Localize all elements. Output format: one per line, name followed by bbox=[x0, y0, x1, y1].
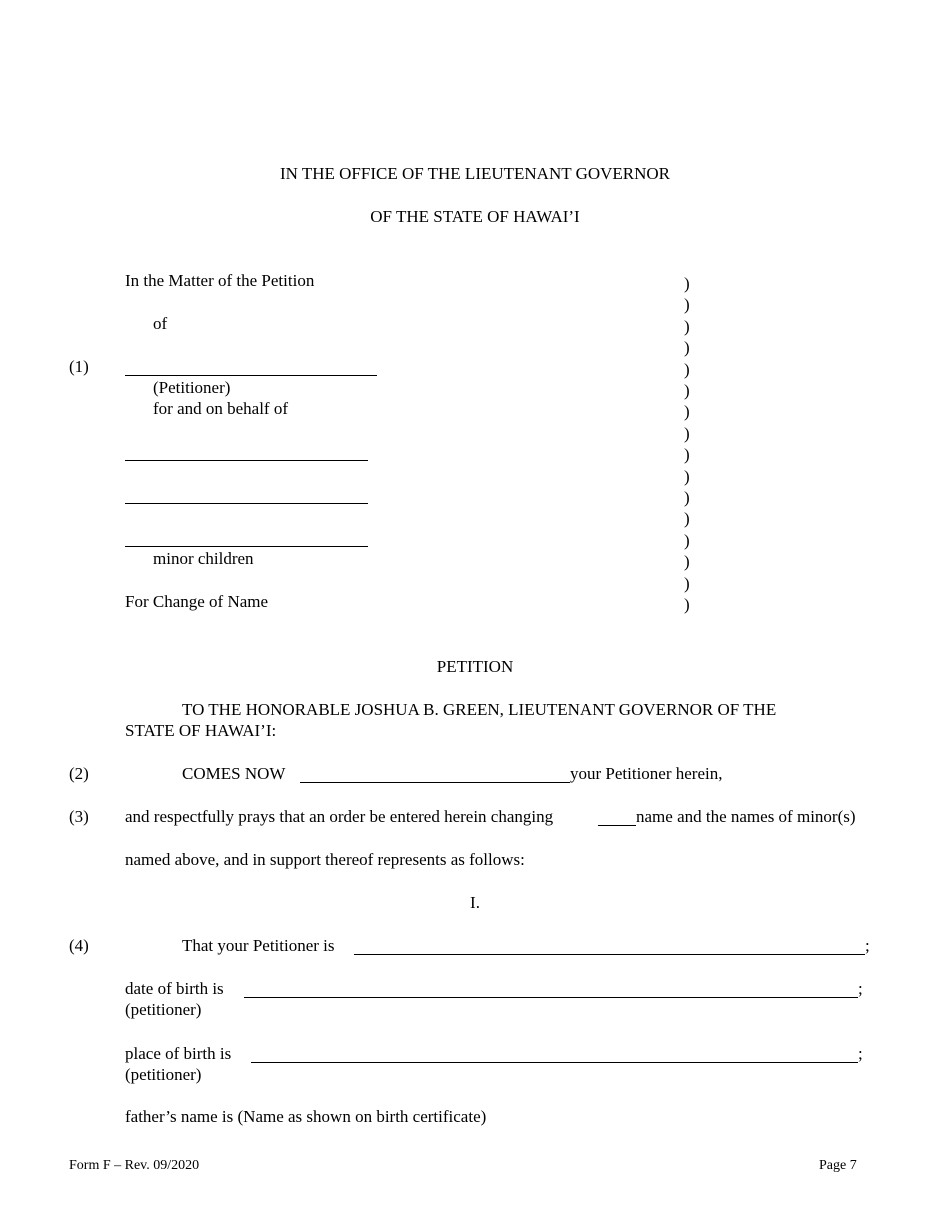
caption-parentheses: ) ) ) ) ) ) ) ) ) ) ) ) ) ) ) ) bbox=[684, 274, 690, 615]
pob-label: place of birth is bbox=[125, 1044, 232, 1063]
minor-child-line-2[interactable] bbox=[125, 503, 368, 504]
that-petitioner-label: That your Petitioner is bbox=[182, 936, 335, 955]
pob-sublabel: (petitioner) bbox=[125, 1065, 202, 1084]
change-of-name-label: For Change of Name bbox=[125, 592, 269, 611]
dob-line[interactable] bbox=[244, 997, 858, 998]
header-office: IN THE OFFICE OF THE LIEUTENANT GOVERNOR bbox=[279, 164, 671, 183]
item-number-1: (1) bbox=[69, 357, 89, 376]
prays-text-b: name and the names of minor(s) bbox=[636, 807, 856, 826]
caption-of: of bbox=[153, 314, 168, 333]
semicolon-2: ; bbox=[858, 979, 863, 998]
prays-text-a: and respectfully prays that an order be entered herein changing bbox=[125, 807, 554, 826]
header-state: OF THE STATE OF HAWAI’I bbox=[370, 207, 580, 226]
petition-title: PETITION bbox=[436, 657, 514, 676]
comes-now-label: COMES NOW bbox=[182, 764, 286, 783]
item-number-3: (3) bbox=[69, 807, 89, 826]
address-line-2: STATE OF HAWAI’I: bbox=[125, 721, 277, 740]
pob-line[interactable] bbox=[251, 1062, 858, 1063]
caption-matter: In the Matter of the Petition bbox=[125, 271, 315, 290]
petitioner-is-line[interactable] bbox=[354, 954, 865, 955]
father-name-label: father’s name is (Name as shown on birth certificate) bbox=[125, 1107, 487, 1126]
dob-label: date of birth is bbox=[125, 979, 224, 998]
item-number-4: (4) bbox=[69, 936, 89, 955]
named-above-text: named above, and in support thereof represents as follows: bbox=[125, 850, 525, 869]
minor-child-line-3[interactable] bbox=[125, 546, 368, 547]
pronoun-blank-line[interactable] bbox=[598, 825, 636, 826]
comes-now-tail: your Petitioner herein, bbox=[570, 764, 723, 783]
semicolon-3: ; bbox=[858, 1044, 863, 1063]
petitioner-label: (Petitioner) bbox=[153, 378, 231, 397]
footer-page: Page 7 bbox=[819, 1158, 857, 1173]
address-line-1: TO THE HONORABLE JOSHUA B. GREEN, LIEUTENANT GOVERNOR OF THE bbox=[182, 700, 777, 719]
item-number-2: (2) bbox=[69, 764, 89, 783]
minor-children-label: minor children bbox=[153, 549, 254, 568]
minor-child-line-1[interactable] bbox=[125, 460, 368, 461]
petitioner-name-line[interactable] bbox=[125, 375, 377, 376]
dob-sublabel: (petitioner) bbox=[125, 1000, 202, 1019]
behalf-label: for and on behalf of bbox=[153, 399, 289, 418]
footer-form: Form F – Rev. 09/2020 bbox=[69, 1158, 200, 1173]
section-heading: I. bbox=[470, 893, 480, 912]
comes-now-name-line[interactable] bbox=[300, 782, 570, 783]
semicolon-1: ; bbox=[865, 936, 870, 955]
